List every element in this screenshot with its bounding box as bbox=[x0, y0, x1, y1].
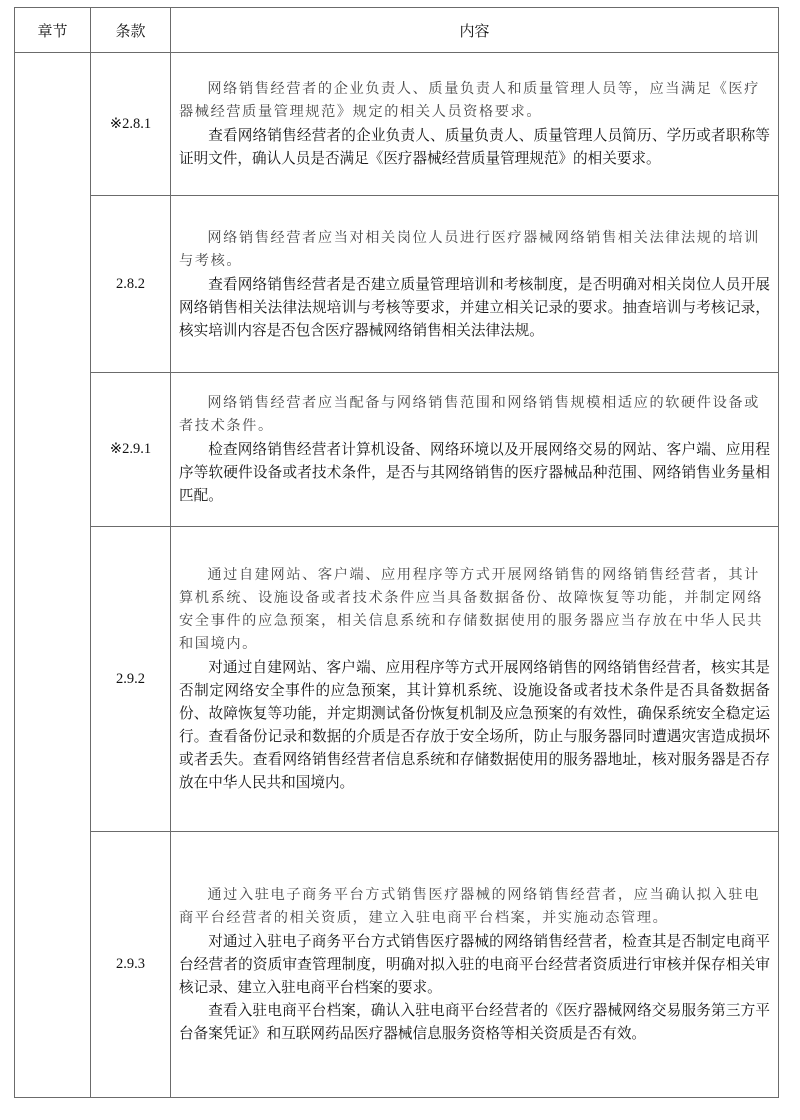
clause-number: ※2.9.1 bbox=[91, 373, 171, 527]
requirement-text: 网络销售经营者应当配备与网络销售范围和网络销售规模相适应的软硬件设备或者技术条件。 bbox=[179, 395, 760, 434]
content-cell bbox=[171, 373, 779, 527]
check-text: 查看入驻电商平台档案，确认入驻电商平台经营者的《医疗器械网络交易服务第三方平台备案凭证》和互联网药品医疗器械信息服务资格等相关资质是否有效。 bbox=[179, 1002, 770, 1042]
clause-number: 2.9.2 bbox=[91, 527, 171, 832]
clause-number: ※2.8.1 bbox=[91, 53, 171, 196]
table-row bbox=[15, 53, 779, 196]
check-text: 查看网络销售经营者是否建立质量管理培训和考核制度，是否明确对相关岗位人员开展网络销售相关法律法规培训与考核等要求，并建立相关记录的要求。抽查培训与考核记录，核实培训内容是否包含医疗器械网络销售相关法律法规。 bbox=[179, 275, 770, 339]
header-content: 内容 bbox=[171, 8, 779, 53]
clause-number: 2.9.3 bbox=[91, 832, 171, 1098]
check-text: 对通过入驻电子商务平台方式销售医疗器械的网络销售经营者，检查其是否制定电商平台经营者的资质审查管理制度，明确对拟入驻的电商平台经营者资质进行审核并保存相关审核记录、建立入驻电商平台档案的要求。 bbox=[179, 933, 770, 996]
check-text: 检查网络销售经营者计算机设备、网络环境以及开展网络交易的网站、客户端、应用程序等软硬件设备或者技术条件，是否与其网络销售的医疗器械品种范围、网络销售业务量相匹配。 bbox=[179, 441, 770, 504]
clause-number: 2.8.2 bbox=[91, 196, 171, 373]
table-row bbox=[15, 832, 779, 1098]
content-cell bbox=[171, 196, 779, 373]
table-row bbox=[15, 527, 779, 832]
header-chapter: 章节 bbox=[15, 8, 91, 53]
requirement-text: 通过自建网站、客户端、应用程序等方式开展网络销售的网络销售经营者，其计算机系统、设施设备或者技术条件应当具备数据备份、故障恢复等功能，并制定网络安全事件的应急预案，相关信息系统和存储数据使用的服务器应当存放在中华人民共和国境内。 bbox=[179, 567, 764, 652]
content-cell bbox=[171, 527, 779, 832]
content-cell bbox=[171, 832, 779, 1098]
inspection-table bbox=[14, 7, 779, 1098]
table-row bbox=[15, 373, 779, 527]
check-text: 对通过自建网站、客户端、应用程序等方式开展网络销售的网络销售经营者，核实其是否制定网络安全事件的应急预案，其计算机系统、设施设备或者技术条件是否具备数据备份、故障恢复等功能，并定期测试备份恢复机制及应急预案的有效性，确保系统安全稳定运行。查看备份记录和数据的介质是否存放于安全场所，防止与服务器同时遭遇灾害造成损坏或者丢失。查看网络销售经营者信息系统和存储数据使用的服务器地址，核对服务器是否存放在中华人民共和国境内。 bbox=[179, 659, 770, 791]
chapter-cell bbox=[15, 53, 91, 1098]
requirement-text: 通过入驻电子商务平台方式销售医疗器械的网络销售经营者，应当确认拟入驻电商平台经营者的相关资质，建立入驻电商平台档案，并实施动态管理。 bbox=[179, 887, 760, 926]
header-clause: 条款 bbox=[91, 8, 171, 53]
requirement-text: 网络销售经营者的企业负责人、质量负责人和质量管理人员等，应当满足《医疗器械经营质量管理规范》规定的相关人员资格要求。 bbox=[179, 81, 760, 120]
content-cell bbox=[171, 53, 779, 196]
table-row bbox=[15, 196, 779, 373]
table-header-row bbox=[15, 8, 779, 53]
requirement-text: 网络销售经营者应当对相关岗位人员进行医疗器械网络销售相关法律法规的培训与考核。 bbox=[179, 229, 760, 269]
check-text: 查看网络销售经营者的企业负责人、质量负责人、质量管理人员简历、学历或者职称等证明文件，确认人员是否满足《医疗器械经营质量管理规范》的相关要求。 bbox=[179, 127, 770, 167]
